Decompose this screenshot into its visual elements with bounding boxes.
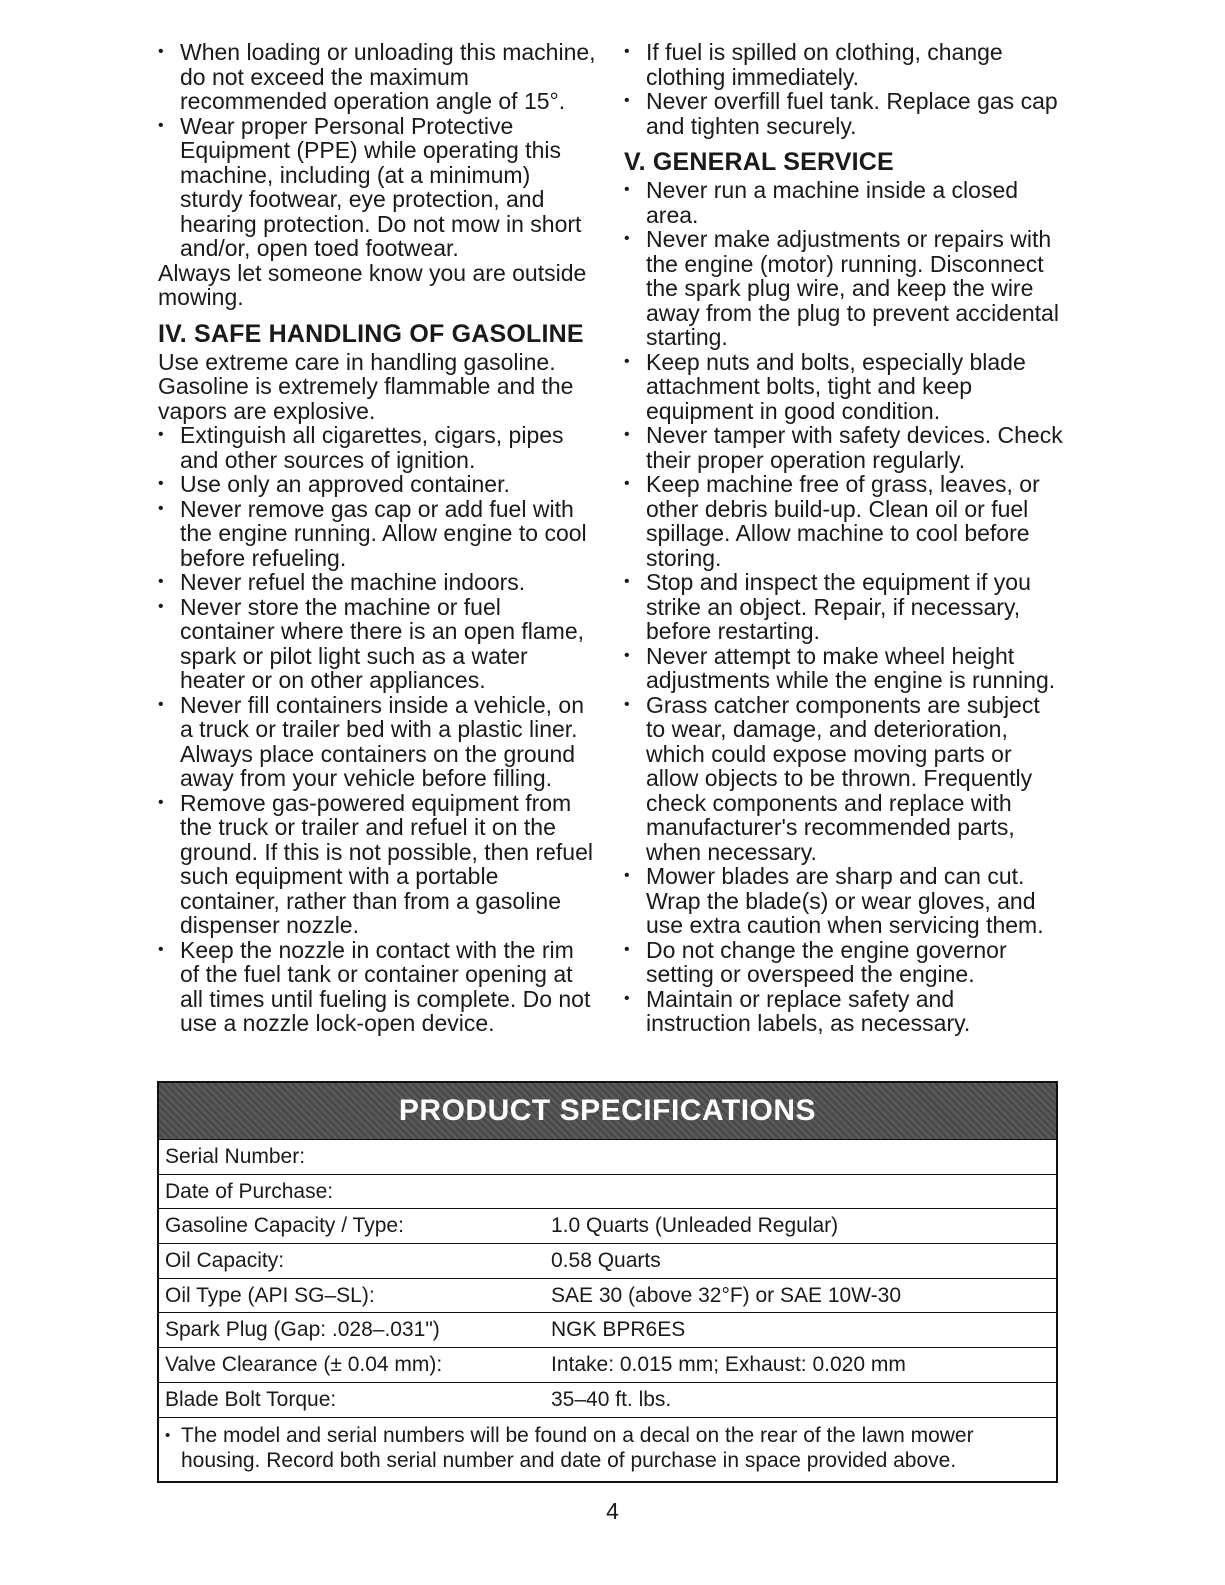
list-item: • Extinguish all cigarettes, cigars, pipes and other sources of ignition. xyxy=(158,423,598,472)
table-row xyxy=(159,1382,1056,1417)
list-item: • Never refuel the machine indoors. xyxy=(158,570,598,595)
spec-header xyxy=(159,1083,1056,1139)
list-item: • Wear proper Personal Protective Equipment (PPE) while operating this machine, including (at a minimum) sturdy footwear, eye protection, and hearing protection. Do not mow in short and/or, open toed footwear. xyxy=(158,114,598,261)
spec-note-text: The model and serial numbers will be found on a decal on the rear of the lawn mower housing. Record both serial number and date of purchase in space provided above. xyxy=(181,1423,974,1472)
spec-value: Intake: 0.015 mm; Exhaust: 0.020 mm xyxy=(551,1352,906,1376)
spec-value: 1.0 Quarts (Unleaded Regular) xyxy=(551,1214,839,1238)
list-item: • Remove gas-powered equipment from the truck or trailer and refuel it on the ground. If this is not possible, then refuel such equipment with a portable container, rather than from a gasoline dispenser nozzle. xyxy=(158,791,598,938)
right-column xyxy=(624,40,1064,1036)
product-specifications-table xyxy=(157,1081,1058,1483)
list-item: • Never fill containers inside a vehicle, on a truck or trailer bed with a plastic liner. Always place containers on the ground away from your vehicle before filling. xyxy=(158,693,598,791)
list-item: • Never remove gas cap or add fuel with the engine running. Allow engine to cool before refueling. xyxy=(158,497,598,571)
left-column xyxy=(158,40,598,1036)
spec-title: PRODUCT SPECIFICATIONS xyxy=(398,1094,817,1127)
spec-label: Valve Clearance (± 0.04 mm): xyxy=(165,1352,443,1376)
list-item: • Keep machine free of grass, leaves, or other debris build-up. Clean oil or fuel spillage. Allow machine to cool before storing. xyxy=(624,472,1064,570)
table-row xyxy=(159,1278,1056,1313)
spec-value: NGK BPR6ES xyxy=(551,1318,686,1342)
spec-value: SAE 30 (above 32°F) or SAE 10W-30 xyxy=(551,1283,902,1307)
page-number: 4 xyxy=(606,1498,619,1524)
right-top-bullets xyxy=(624,40,1064,138)
list-item: • Never attempt to make wheel height adjustments while the engine is running. xyxy=(624,644,1064,693)
list-item: • Keep the nozzle in contact with the rim of the fuel tank or container opening at all times until fueling is complete. Do not use a nozzle lock-open device. xyxy=(158,938,598,1036)
list-item: • Mower blades are sharp and can cut. Wrap the blade(s) or wear gloves, and use extra caution when servicing them. xyxy=(624,864,1064,938)
list-item: • If fuel is spilled on clothing, change clothing immediately. xyxy=(624,40,1064,89)
list-item: • Use only an approved container. xyxy=(158,472,598,497)
left-top-bullets xyxy=(158,40,598,261)
table-row xyxy=(159,1347,1056,1382)
section-v-heading: V. GENERAL SERVICE xyxy=(624,148,894,176)
spec-label: Date of Purchase: xyxy=(165,1179,334,1203)
section-v-bullets xyxy=(624,178,1064,1036)
table-row xyxy=(159,1312,1056,1347)
list-item: • Keep nuts and bolts, especially blade attachment bolts, tight and keep equipment in good condition. xyxy=(624,350,1064,424)
section-iv-intro: Use extreme care in handling gasoline. Gasoline is extremely flammable and the vapors are explosive. xyxy=(158,348,574,424)
spec-label: Oil Capacity: xyxy=(165,1248,285,1272)
table-row xyxy=(159,1243,1056,1278)
spec-label: Gasoline Capacity / Type: xyxy=(165,1214,404,1238)
list-item: • Never run a machine inside a closed area. xyxy=(624,178,1064,227)
list-item: • Never store the machine or fuel container where there is an open flame, spark or pilot light such as a water heater or on other appliances. xyxy=(158,595,598,693)
outside-mowing-note: Always let someone know you are outside mowing. xyxy=(158,259,587,310)
spec-label: Serial Number: xyxy=(165,1144,306,1168)
spec-label: Blade Bolt Torque: xyxy=(165,1387,337,1411)
spec-value: 35–40 ft. lbs. xyxy=(551,1387,672,1411)
table-row xyxy=(159,1139,1056,1174)
list-item: • Never overfill fuel tank. Replace gas cap and tighten securely. xyxy=(624,89,1064,138)
list-item: • Stop and inspect the equipment if you strike an object. Repair, if necessary, before restarting. xyxy=(624,570,1064,644)
list-item: • When loading or unloading this machine, do not exceed the maximum recommended operation angle of 15°. xyxy=(158,40,598,114)
list-item: • Maintain or replace safety and instruction labels, as necessary. xyxy=(624,987,1064,1036)
list-item: • Do not change the engine governor setting or overspeed the engine. xyxy=(624,938,1064,987)
table-row xyxy=(159,1174,1056,1209)
spec-label: Oil Type (API SG–SL): xyxy=(165,1283,375,1307)
list-item: • Never make adjustments or repairs with the engine (motor) running. Disconnect the spark plug wire, and keep the wire away from the plug to prevent accidental starting. xyxy=(624,227,1064,350)
spec-value: 0.58 Quarts xyxy=(551,1248,661,1272)
section-iv-bullets xyxy=(158,423,598,1036)
section-iv-heading: IV. SAFE HANDLING OF GASOLINE xyxy=(158,319,584,348)
list-item: • Grass catcher components are subject to wear, damage, and deterioration, which could expose moving parts or allow objects to be thrown. Frequently check components and replace with manufacturer's recommended parts, when necessary. xyxy=(624,693,1064,865)
spec-label: Spark Plug (Gap: .028–.031") xyxy=(165,1318,440,1342)
spec-note xyxy=(159,1417,1056,1481)
list-item: • Never tamper with safety devices. Check their proper operation regularly. xyxy=(624,423,1064,472)
table-row xyxy=(159,1208,1056,1243)
bullet-icon: • xyxy=(165,1426,171,1444)
